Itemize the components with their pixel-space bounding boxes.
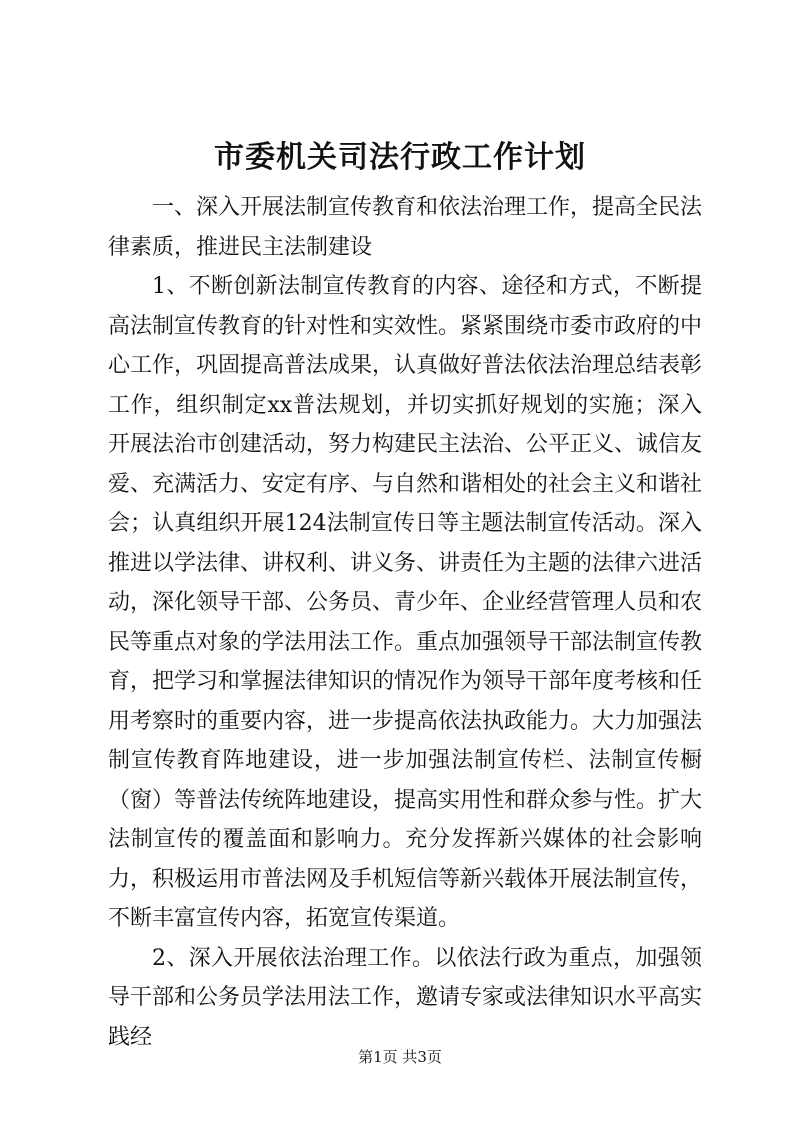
- document-title: 市委机关司法行政工作计划: [214, 140, 586, 175]
- paragraph-item-2: 2、深入开展依法治理工作。以依法行政为重点，加强领导干部和公务员学法用法工作，邀请专家或法律知识水平高实践经: [108, 945, 703, 1050]
- page-footer: 第1页 共3页: [358, 1048, 442, 1066]
- paragraph-item-1: 1、不断创新法制宣传教育的内容、途径和方式，不断提高法制宣传教育的针对性和实效性。紧紧围绕市委市政府的中心工作，巩固提高普法成果，认真做好普法依法治理总结表彰工作，组织制定xx普法规划，并切实抓好规划的实施；深入开展法治市创建活动，努力构建民主法治、公平正义、诚信友爱、充满活力、安定有序、与自然和谐相处的社会主义和谐社会；认真组织开展124法制宣传日等主题法制宣传活动。深入推进以学法律、讲权利、讲义务、讲责任为主题的法律六进活动，深化领导干部、公务员、青少年、企业经营管理人员和农民等重点对象的学法用法工作。重点加强领导干部法制宣传教育，把学习和掌握法律知识的情况作为领导干部年度考核和任用考察时的重要内容，进一步提高依法执政能力。大力加强法制宣传教育阵地建设，进一步加强法制宣传栏、法制宣传橱（窗）等普法传统阵地建设，提高实用性和群众参与性。扩大法制宣传的覆盖面和影响力。充分发挥新兴媒体的社会影响力，积极运用市普法网及手机短信等新兴载体开展法制宣传，不断丰富宣传内容，拓宽宣传渠道。: [108, 274, 703, 931]
- document-body: [108, 188, 702, 1057]
- paragraph-section-heading: 一、深入开展法制宣传教育和依法治理工作，提高全民法律素质，推进民主法制建设: [108, 195, 703, 260]
